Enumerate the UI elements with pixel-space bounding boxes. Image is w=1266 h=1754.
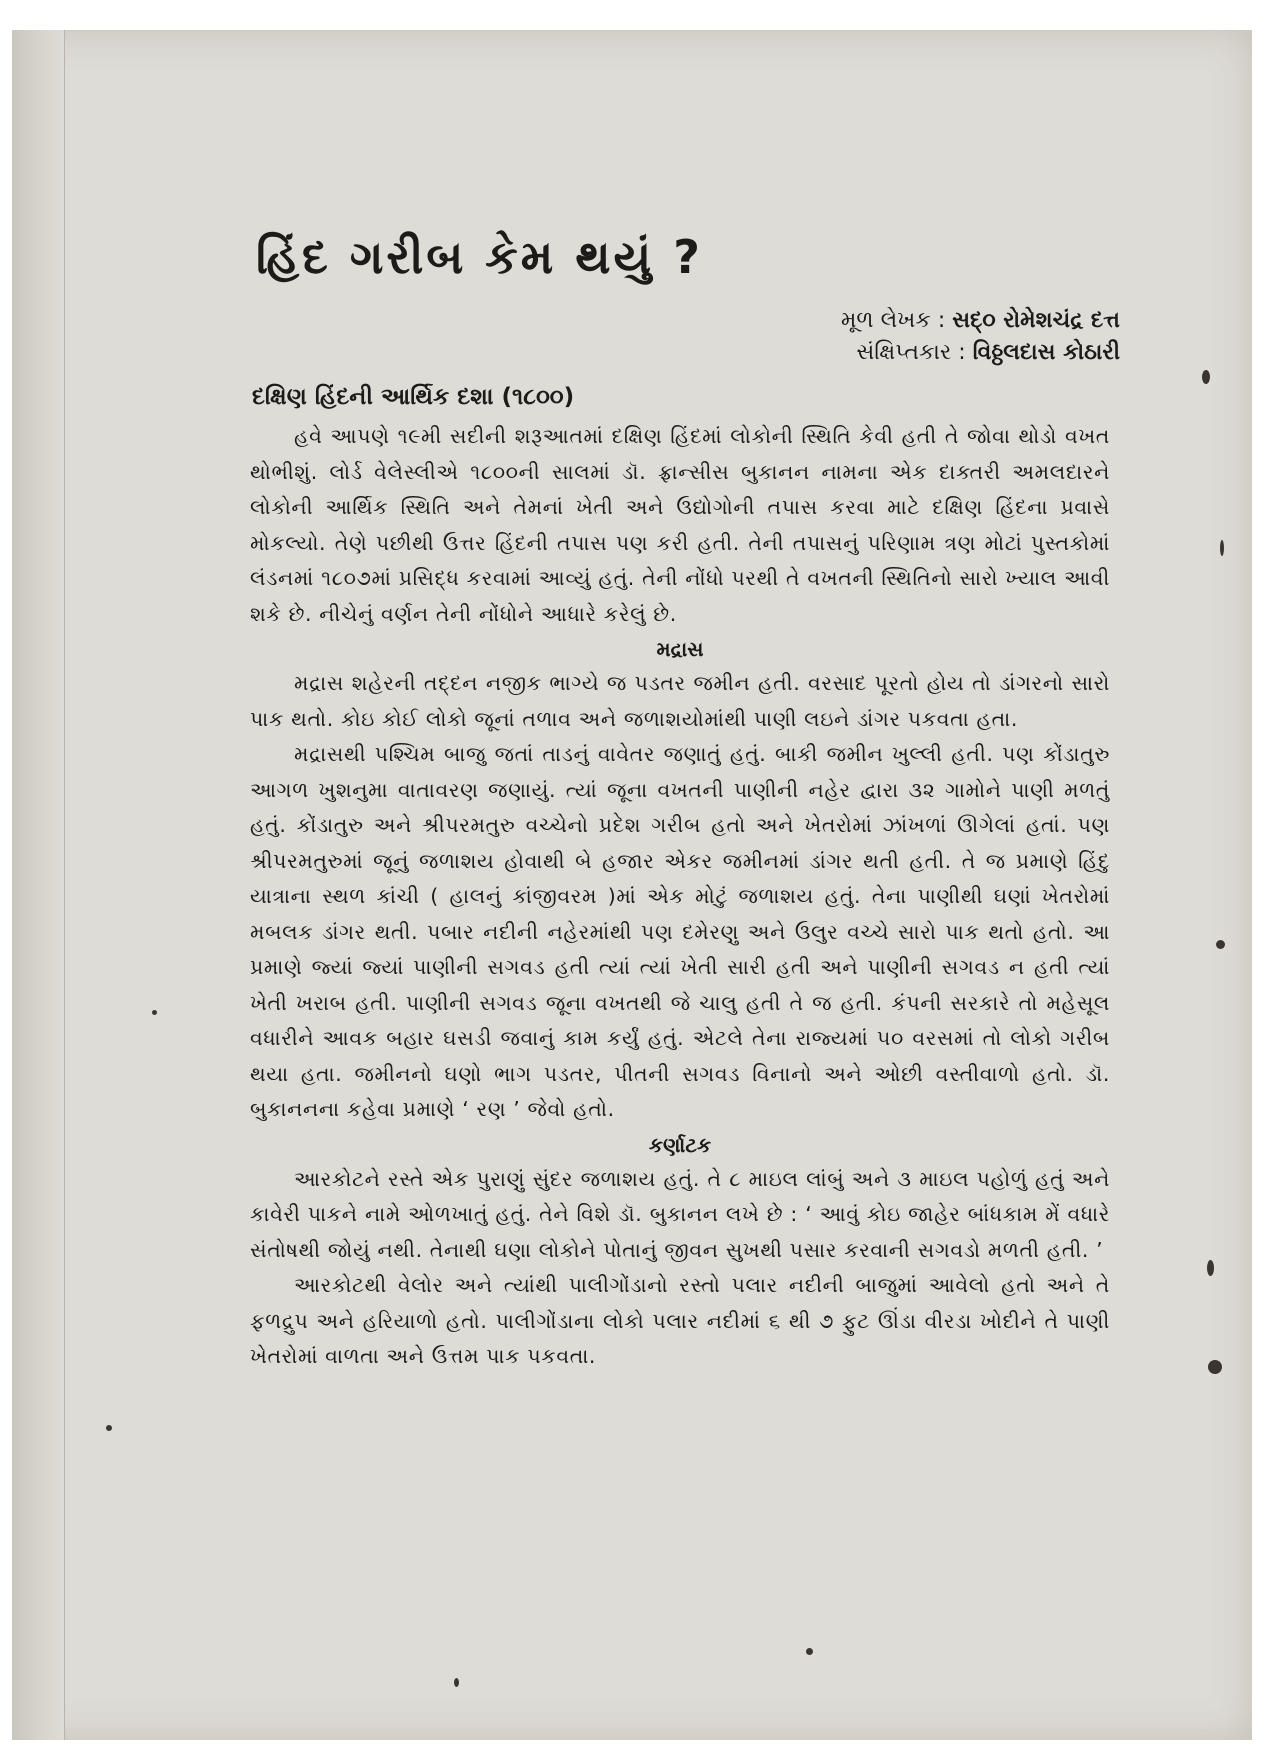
abridger-label: સંક્ષિપ્તકાર : <box>856 340 966 366</box>
abridger-name: વિઠ્ઠલદાસ કોઠારી <box>972 340 1120 366</box>
article <box>250 230 1120 1375</box>
author-credit <box>250 305 1120 337</box>
ink-speck <box>806 1648 813 1655</box>
scanned-page <box>12 30 1252 1740</box>
section-heading: દક્ષિણ હિંદની આર્થિક દશા (૧૮૦૦) <box>252 384 575 411</box>
ink-speck <box>1207 1260 1214 1276</box>
ink-speck <box>454 1678 459 1687</box>
karnatak-paragraph-1: આરકોટને રસ્તે એક પુરાણું સુંદર જળાશય હતું. તે ૮ માઇલ લાંબું અને ૩ માઇલ પહોળું હતું અને કાવેરી પાકને નામે ઓળખાતું હતું. તેને વિશે ડૉ. બુકાનન લખે છે : ‘ આવું કોઇ જાહેર બાંધકામ મેં વધારે સંતોષથી જોયું નથી. તેનાથી ઘણા લોકોને પોતાનું જીવન સુખથી પસાર કરવાની સગવડો મળતી હતી. ’ <box>250 1166 1110 1262</box>
page-binding-edge <box>12 30 65 1740</box>
madras-heading: મદ્રાસ <box>656 637 704 662</box>
ink-speck <box>1216 940 1225 949</box>
article-title: હિંદ ગરીબ કેમ થયું ? <box>256 230 703 284</box>
ink-speck <box>106 1425 112 1431</box>
ink-speck <box>1208 1360 1222 1374</box>
madras-paragraph-1: મદ્રાસ શહેરની તદ્દન નજીક ભાગ્યે જ પડતર જમીન હતી. વરસાદ પૂરતો હોય તો ડાંગરનો સારો પાક થતો. કોઇ કોઈ લોકો જૂનાં તળાવ અને જળાશયોમાંથી પાણી લઇને ડાંગર પકવતા હતા. <box>250 671 1110 731</box>
ink-speck <box>1220 540 1224 556</box>
karnatak-heading: કર્ણાટક <box>648 1132 712 1157</box>
ink-speck <box>1202 370 1210 384</box>
author-name: સદ્‌૦ રોમેશચંદ્ર દત્ત <box>952 308 1120 334</box>
ink-speck <box>152 1010 157 1015</box>
madras-paragraph-2: મદ્રાસથી પશ્ચિમ બાજુ જતાં તાડનું વાવેતર જણાતું હતું. બાકી જમીન ખુલ્લી હતી. પણ કોંડાતુરુ આગળ ખુશનુમા વાતાવરણ જણાયું. ત્યાં જૂના વખતની પાણીની નહેર દ્વારા ૩૨ ગામોને પાણી મળતું હતું. કોંડાતુરુ અને શ્રીપરમતુરુ વચ્ચેનો પ્રદેશ ગરીબ હતો અને ખેતરોમાં ઝાંખળાં ઊગેલાં હતાં. પણ શ્રીપરમતુરુમાં જૂનું જળાશય હોવાથી બે હજાર એકર જમીનમાં ડાંગર થતી હતી. તે જ પ્રમાણે હિંદુ યાત્રાના સ્થળ કાંચી ( હાલનું કાંજીવરમ )માં એક મોટું જળાશય હતું. તેના પાણીથી ઘણાં ખેતરોમાં મબલક ડાંગર થતી. પબાર નદીની નહેરમાંથી પણ દમેરણુ અને ઉલુર વચ્ચે સારો પાક થતો હતો. આ પ્રમાણે જ્યાં જ્યાં પાણીની સગવડ હતી ત્યાં ત્યાં ખેતી સારી હતી અને પાણીની સગવડ ન હતી ત્યાં ખેતી ખરાબ હતી. પાણીની સગવડ જૂના વખતથી જે ચાલુ હતી તે જ હતી. કંપની સરકારે તો મહેસૂલ વધારીને આવક બહાર ઘસડી જવાનું કામ કર્યું હતું. એટલે તેના રાજ્યમાં ૫૦ વરસમાં તો લોકો ગરીબ થયા હતા. જમીનનો ઘણો ભાગ પડતર, પીતની સગવડ વિનાનો અને ઓછી વસ્તીવાળો હતો. ડૉ. બુકાનનના કહેવા પ્રમાણે ‘ રણ ’ જેવો હતો. <box>250 742 1110 1122</box>
intro-paragraph: હવે આપણે ૧૯મી સદીની શરૂઆતમાં દક્ષિણ હિંદમાં લોકોની સ્થિતિ કેવી હતી તે જોવા થોડો વખત થોભીશું. લોર્ડ વેલેસ્લીએ ૧૮૦૦ની સાલમાં ડૉ. ફ્રાન્સીસ બુકાનન નામના એક દાક્તરી અમલદારને લોકોની આર્થિક સ્થિતિ અને તેમનાં ખેતી અને ઉદ્યોગોની તપાસ કરવા માટે દક્ષિણ હિંદના પ્રવાસે મોકલ્યો. તેણે પછીથી ઉત્તર હિંદની તપાસ પણ કરી હતી. તેની તપાસનું પરિણામ ત્રણ મોટાં પુસ્તકોમાં લંડનમાં ૧૮૦૭માં પ્રસિદ્ધ કરવામાં આવ્યું હતું. તેની નોંધો પરથી તે વખતની સ્થિતિનો સારો ખ્યાલ આવી શકે છે. નીચેનું વર્ણન તેની નોંધોને આધારે કરેલું છે. <box>250 424 1110 626</box>
abridger-credit <box>250 337 1120 369</box>
author-label: મૂળ લેખક : <box>840 308 946 334</box>
karnatak-paragraph-2: આરકોટથી વેલોર અને ત્યાંથી પાલીગોંડાનો રસ્તો પલાર નદીની બાજુમાં આવેલો હતો અને તે ફળદ્રુપ અને હરિયાળો હતો. પાલીગોંડાના લોકો પલાર નદીમાં ૬ થી ૭ ફુટ ઊંડા વીરડા ખોદીને તે પાણી ખેતરોમાં વાળતા અને ઉત્તમ પાક પકવતા. <box>250 1273 1110 1369</box>
